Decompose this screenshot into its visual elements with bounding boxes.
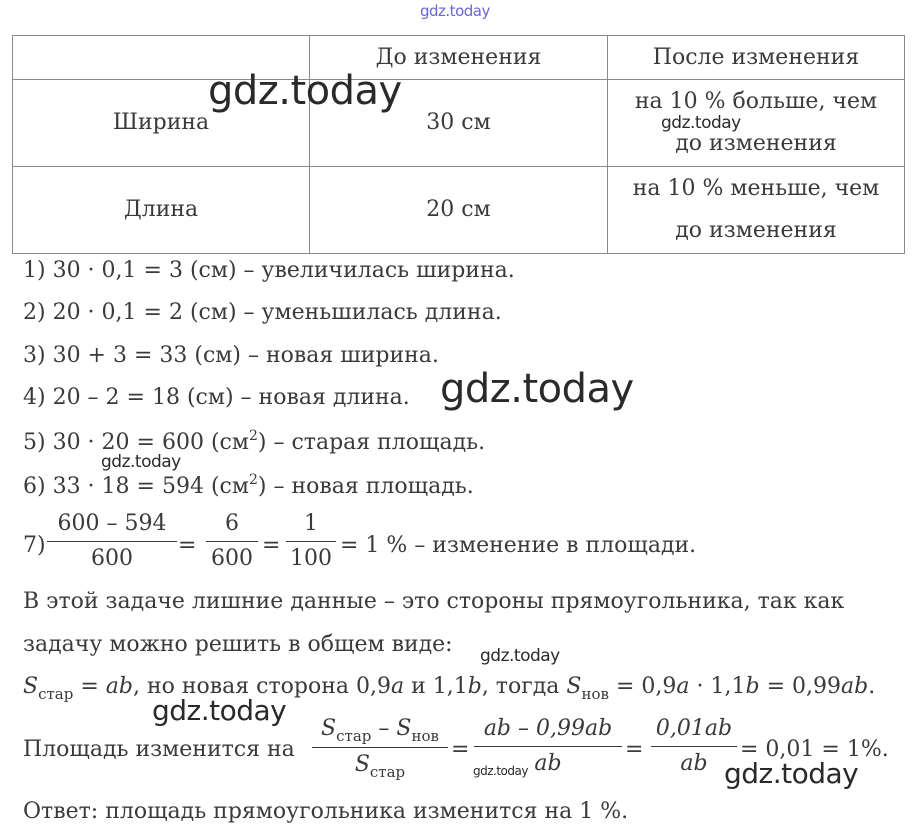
line3-text-c: и 1,1 (404, 674, 468, 699)
equals-sign: = (625, 737, 644, 762)
watermark: gdz.today (724, 757, 859, 790)
line3-text-d: , тогда (481, 674, 567, 699)
step-2: 2) 20 · 0,1 = 2 (см) – уменьшилась длина. (23, 300, 502, 325)
row-after-line1: на 10 % больше, чем (634, 89, 878, 114)
s-subscript: нов (411, 727, 439, 745)
a-symbol: a (676, 674, 690, 699)
fraction-numerator: 0,01ab (651, 715, 737, 747)
watermark: gdz.today (208, 68, 402, 114)
fraction-numerator: 6 (206, 510, 258, 542)
watermark: gdz.today (661, 113, 741, 133)
area-fraction-1 (312, 715, 448, 780)
step-4: 4) 20 – 2 = 18 (см) – новая длина. (23, 385, 410, 410)
step-1: 1) 30 · 0,1 = 3 (см) – увеличилась ширина. (23, 258, 515, 283)
table-header-row (13, 36, 905, 80)
fraction-denominator (312, 748, 448, 780)
area-change-tail: = 0,01 = 1%. (740, 737, 889, 762)
row-before: 30 см (310, 80, 608, 167)
fraction-numerator: ab – 0,99ab (474, 715, 622, 747)
fraction-numerator (312, 715, 448, 748)
step-6-sup: 2 (248, 472, 258, 488)
step-7-prefix: 7) (23, 533, 46, 558)
line3-text-h: . (868, 674, 876, 699)
step-3: 3) 30 + 3 = 33 (см) – новая ширина. (23, 343, 439, 368)
s-symbol: S (354, 752, 370, 777)
answer-line: Ответ: площадь прямоугольника изменится на 1 %. (23, 799, 629, 824)
fraction-denominator: 600 (91, 546, 133, 571)
ab-symbol: ab (105, 674, 133, 699)
step-5-text: 5) 30 · 20 = 600 (см (23, 430, 249, 455)
fraction-denominator: 600 (211, 546, 253, 571)
b-symbol: b (745, 674, 760, 699)
row-label: Ширина (13, 80, 310, 167)
row-after-line2: до изменения (675, 131, 837, 156)
watermark: gdz.today (480, 646, 560, 666)
table-row (13, 167, 905, 254)
step-5 (23, 428, 485, 455)
row-after (608, 167, 905, 254)
step-7-fraction-1 (47, 510, 177, 573)
fraction-denominator: ab (680, 751, 708, 776)
table-row (13, 80, 905, 167)
watermark: gdz.today (440, 366, 634, 412)
fraction-denominator: ab (534, 751, 562, 776)
watermark: gdz.today (473, 764, 528, 778)
step-7-fraction-2 (206, 510, 258, 573)
equals-sign: = (262, 533, 281, 558)
s-symbol: S (566, 674, 582, 699)
s-symbol: S (23, 674, 39, 699)
ab-symbol: ab (840, 674, 869, 699)
equals-sign: = (451, 737, 470, 762)
step-5-sup: 2 (248, 428, 258, 444)
watermark: gdz.today (152, 694, 287, 727)
s-symbol: S (396, 716, 412, 741)
fraction-numerator: 600 – 594 (47, 510, 177, 542)
step-6 (23, 472, 474, 499)
minus-sign: – (371, 716, 397, 741)
equals-text: = (73, 674, 106, 699)
a-symbol: a (390, 674, 405, 699)
step-7-tail: = 1 % – изменение в площади. (340, 533, 697, 558)
explanation-line-3 (23, 674, 876, 703)
watermark: gdz.today (101, 452, 181, 472)
row-after (608, 80, 905, 167)
step-6-text: 6) 33 · 18 = 594 (см (23, 474, 249, 499)
comparison-table (12, 35, 905, 254)
line3-text-f: · 1,1 (689, 674, 746, 699)
s-subscript: нов (581, 685, 609, 703)
table-header-before: До изменения (310, 36, 608, 80)
watermark-top: gdz.today (420, 2, 490, 20)
line3-text-b: , но новая сторона 0,9 (132, 674, 391, 699)
s-subscript: стар (369, 763, 406, 781)
s-symbol: S (321, 716, 337, 741)
table-header-after: После изменения (608, 36, 905, 80)
s-subscript: стар (38, 685, 74, 703)
fraction-numerator: 1 (286, 510, 336, 542)
line3-text-e: = 0,9 (608, 674, 677, 699)
row-after-line2: до изменения (675, 218, 837, 243)
line3-text-g: = 0,99 (759, 674, 841, 699)
fraction-denominator: 100 (290, 546, 332, 571)
row-after-line1: на 10 % меньше, чем (632, 176, 880, 201)
step-5-tail: ) – старая площадь. (257, 430, 486, 455)
step-6-tail: ) – новая площадь. (257, 474, 474, 499)
explanation-line-2: задачу можно решить в общем виде: (23, 632, 453, 657)
s-subscript: стар (336, 727, 372, 745)
row-before: 20 см (310, 167, 608, 254)
explanation-line-1: В этой задаче лишние данные – это стороны прямоугольника, так как (23, 589, 845, 614)
step-7-fraction-3 (286, 510, 336, 573)
equals-sign: = (178, 533, 197, 558)
area-change-prefix: Площадь изменится на (23, 737, 295, 762)
row-label: Длина (13, 167, 310, 254)
b-symbol: b (467, 674, 482, 699)
